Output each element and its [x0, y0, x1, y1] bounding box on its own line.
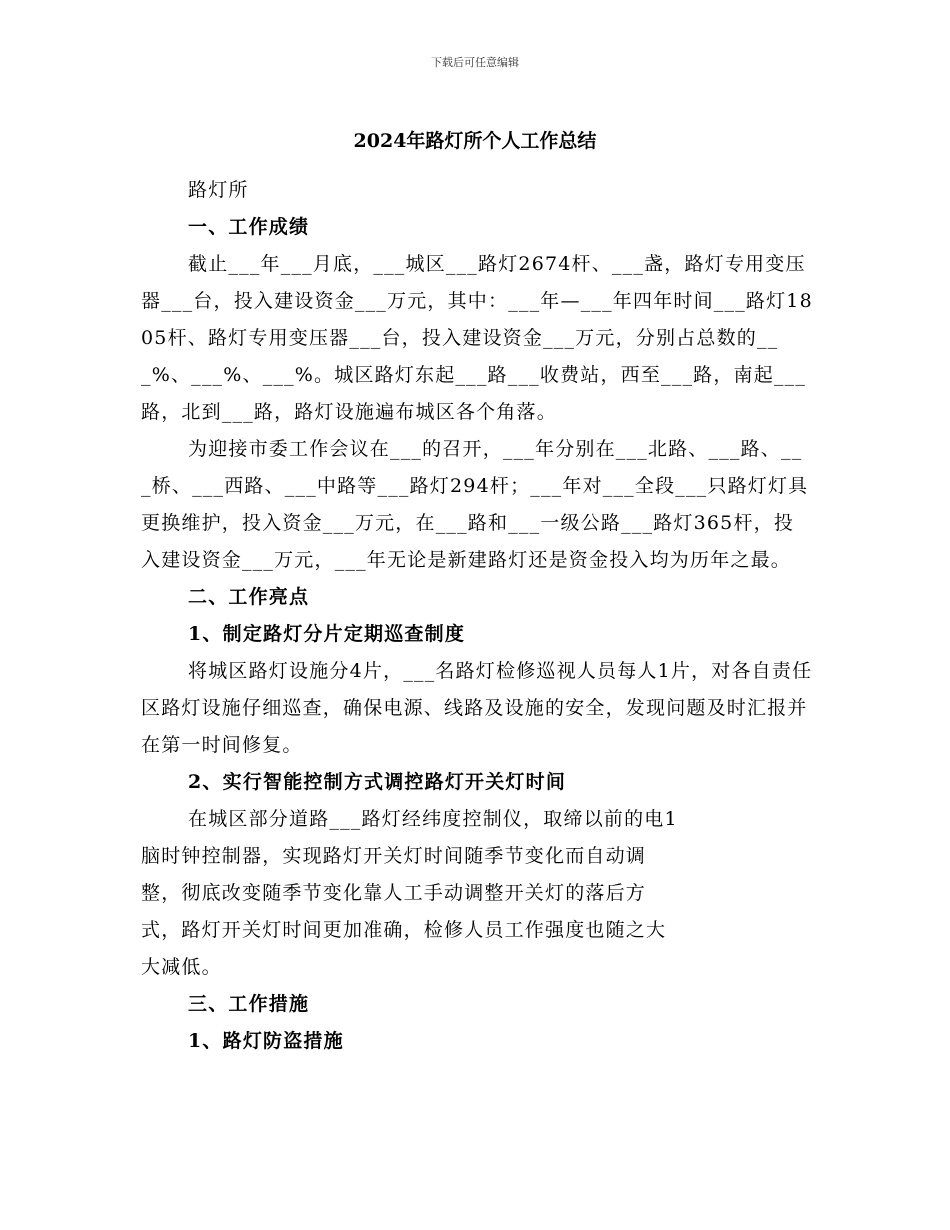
header-note: 下载后可任意编辑 — [431, 56, 519, 69]
section-2-1-heading: 1、制定路灯分片定期巡查制度 — [188, 623, 466, 645]
paragraph-line: 式，路灯开关灯时间更加准确，检修人员工作强度也随之大 — [141, 919, 667, 941]
section-1-paragraph-2: 为迎接市委工作会议在___的召开，___年分别在___北路、___路、___桥、___西路、___中路等___路灯294杆；___年对___全段___只路灯灯具更换维护，投入资金___万元，在___路和___一级公路___路灯365杆，投入建设资金___万元，___年无论是新建路灯还是资金投入均为历年之最。 — [141, 438, 809, 571]
document-body — [141, 172, 813, 1060]
paragraph-line: 整，彻底改变随季节变化靠人工手动调整开关灯的落后方 — [141, 882, 647, 904]
section-2-heading: 二、工作亮点 — [188, 586, 310, 608]
section-2-2-heading: 2、实行智能控制方式调控路灯开关灯时间 — [188, 771, 567, 793]
document-title: 2024年路灯所个人工作总结 — [353, 130, 597, 152]
section-1-paragraph-1: 截止___年___月底，___城区___路灯2674杆、___盏，路灯专用变压器___台，投入建设资金___万元，其中：___年—___年四年时间___路灯1805杆、路灯专用变压器___台，投入建设资金___万元，分别占总数的___%、___%、___%。城区路灯东起___路___收费站，西至___路，南起___路，北到___路，路灯设施遍布城区各个角落。 — [141, 253, 813, 423]
section-2-1-paragraph: 将城区路灯设施分4片，___名路灯检修巡视人员每人1片，对各自责任区路灯设施仔细巡查，确保电源、线路及设施的安全，发现问题及时汇报并在第一时间修复。 — [141, 660, 813, 756]
section-1-heading: 一、工作成绩 — [188, 216, 310, 238]
org-name: 路灯所 — [188, 179, 249, 201]
paragraph-line: 在城区部分道路___路灯经纬度控制仪，取缔以前的电1 — [188, 808, 678, 830]
paragraph-line: 大减低。 — [141, 956, 222, 978]
section-2-2-paragraph — [141, 801, 741, 986]
section-3-heading: 三、工作措施 — [188, 993, 310, 1015]
section-3-1-heading: 1、路灯防盗措施 — [188, 1030, 344, 1052]
paragraph-line: 脑时钟控制器，实现路灯开关灯时间随季节变化而自动调 — [141, 845, 647, 867]
